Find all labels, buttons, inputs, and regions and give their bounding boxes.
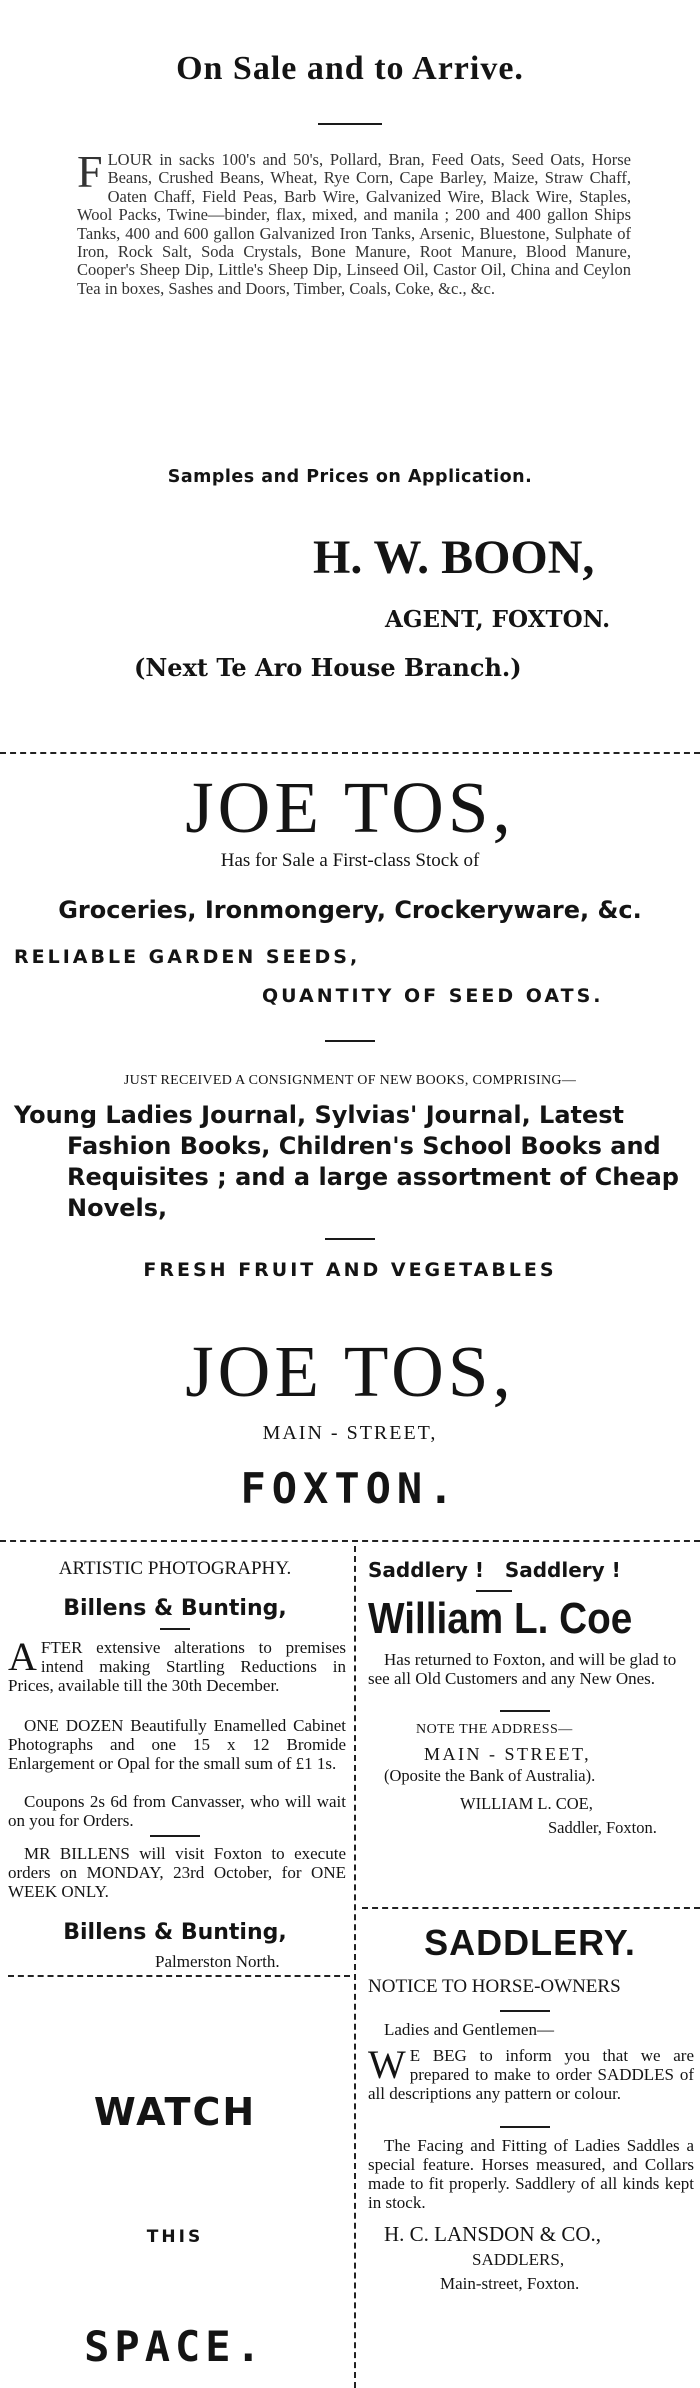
coe-street: MAIN - STREET, xyxy=(424,1744,592,1764)
photo-p2: ONE DOZEN Beautifully Enamelled Cabinet Photographs and one 15 x 12 Bromide Enlargement or Opal for the small sum of £1 1s. xyxy=(8,1716,346,1773)
coe-opposite: (Oposite the Bank of Australia). xyxy=(384,1766,596,1785)
boon-location: (Next Te Aro House Branch.) xyxy=(134,653,522,682)
lansdon-address: Main-street, Foxton. xyxy=(440,2274,580,2293)
lansdon-p2: The Facing and Fitting of Ladies Saddles a special feature. Horses measured, and Collars made to fit properly. Saddlery of all kinds kept in stock. xyxy=(368,2136,694,2212)
photo-p1-dropcap: A xyxy=(8,1634,37,1679)
photo-firm-rule xyxy=(160,1628,190,1630)
tos-divider xyxy=(0,1540,700,1542)
tos-rule-2 xyxy=(325,1238,375,1240)
coe-name: William L. Coe xyxy=(368,1594,633,1643)
coe-lansdon-divider xyxy=(362,1907,700,1909)
coe-rule-1 xyxy=(500,1710,550,1712)
boon-body xyxy=(77,146,631,298)
lansdon-p1-text: E BEG to inform you that we are prepared to make to order SADDLES of all descriptions any pattern or colour. xyxy=(368,2046,694,2103)
coe-sign-role: Saddler, Foxton. xyxy=(548,1818,657,1837)
boon-divider xyxy=(0,752,700,754)
photo-p1-text: FTER extensive alterations to premises intend making Startling Reductions in Prices, available till the 30th December. xyxy=(8,1638,346,1695)
watch-heading: WATCH xyxy=(93,2090,257,2134)
photo-place: Palmerston North. xyxy=(155,1952,280,1971)
lansdon-greeting: Ladies and Gentlemen— xyxy=(384,2020,554,2039)
lansdon-p1 xyxy=(368,2042,694,2103)
tos-name-2: JOE TOS, xyxy=(185,1331,515,1412)
tos-garden-seeds: RELIABLE GARDEN SEEDS, xyxy=(14,946,361,968)
lansdon-notice: NOTICE TO HORSE-OWNERS xyxy=(368,1976,621,1997)
watch-this: THIS xyxy=(146,2227,204,2247)
tos-name: JOE TOS, xyxy=(185,767,515,848)
photo-rule-1 xyxy=(150,1835,200,1837)
tos-seed-oats: QUANTITY OF SEED OATS. xyxy=(262,985,604,1007)
tos-town: FOXTON. xyxy=(240,1464,460,1513)
lansdon-heading: SADDLERY. xyxy=(424,1922,636,1963)
photo-firm: Billens & Bunting, xyxy=(63,1596,287,1621)
boon-name: H. W. BOON, xyxy=(313,531,595,584)
tos-has-for-sale: Has for Sale a First-class Stock of xyxy=(220,850,480,871)
lansdon-firm: H. C. LANSDON & CO., xyxy=(384,2222,602,2246)
tos-groceries: Groceries, Ironmongery, Crockeryware, &c. xyxy=(58,896,642,924)
photo-p1 xyxy=(8,1634,346,1695)
tos-books-line-2: Fashion Books, Children's School Books and xyxy=(67,1132,661,1160)
tos-rule-1 xyxy=(325,1040,375,1042)
tos-books-line-1: Young Ladies Journal, Sylvias' Journal, Latest xyxy=(14,1101,625,1129)
coe-sign-name: WILLIAM L. COE, xyxy=(460,1794,593,1813)
tos-fresh-fruit: FRESH FRUIT AND VEGETABLES xyxy=(143,1259,557,1281)
boon-role: AGENT, FOXTON. xyxy=(385,606,611,633)
boon-samples: Samples and Prices on Application. xyxy=(167,467,533,487)
lansdon-p1-dropcap: W xyxy=(368,2042,406,2087)
boon-body-dropcap: F xyxy=(77,146,103,197)
tos-just-received: JUST RECEIVED A CONSIGNMENT OF NEW BOOKS, COMPRISING— xyxy=(123,1073,577,1088)
photo-p4: MR BILLENS will visit Foxton to execute orders on MONDAY, 23rd October, for ONE WEEK ONLY. xyxy=(8,1844,346,1901)
photo-heading: ARTISTIC PHOTOGRAPHY. xyxy=(58,1558,292,1579)
boon-body-text: LOUR in sacks 100's and 50's, Pollard, Bran, Feed Oats, Seed Oats, Horse Beans, Crushed Beans, Wheat, Rye Corn, Cape Barley, Maize, Straw Chaff, Oaten Chaff, Field Peas, Barb Wire, Galvanized Wire, Black Wire, Staples, Wool Packs, Twine—binder, flax, mixed, and manila ; 200 and 400 gallon Ships Tanks, 400 and 600 gallon Galvanized Iron Tanks, Arsenic, Bluestone, Sulphate of Iron, Rock Salt, Soda Crystals, Bone Manure, Root Manure, Blood Manure, Cooper's Sheep Dip, Little's Sheep Dip, Linseed Oil, Castor Oil, China and Ceylon Tea in boxes, Sashes and Doors, Timber, Coals, Coke, &c., &c. xyxy=(77,150,631,298)
column-divider xyxy=(354,1546,356,2388)
boon-title: On Sale and to Arrive. xyxy=(176,50,524,87)
tos-books-line-4: Novels, xyxy=(67,1194,168,1222)
coe-note: NOTE THE ADDRESS— xyxy=(416,1722,573,1737)
photo-p3: Coupons 2s 6d from Canvasser, who will wait on you for Orders. xyxy=(8,1792,346,1830)
photo-firm-2: Billens & Bunting, xyxy=(63,1920,287,1945)
lansdon-trade: SADDLERS, xyxy=(472,2250,565,2269)
coe-p1: Has returned to Foxton, and will be glad to see all Old Customers and any New Ones. xyxy=(368,1650,677,1688)
photo-watch-divider xyxy=(8,1975,350,1977)
tos-books-line-3: Requisites ; and a large assortment of Cheap xyxy=(67,1163,679,1191)
tos-street: MAIN - STREET, xyxy=(262,1422,438,1444)
watch-space: SPACE. xyxy=(84,2322,266,2371)
coe-heading: Saddlery ! Saddlery ! xyxy=(368,1558,621,1582)
boon-title-rule xyxy=(318,123,382,125)
coe-heading-rule xyxy=(476,1590,512,1592)
lansdon-rule-2 xyxy=(500,2126,550,2128)
lansdon-rule-1 xyxy=(500,2010,550,2012)
